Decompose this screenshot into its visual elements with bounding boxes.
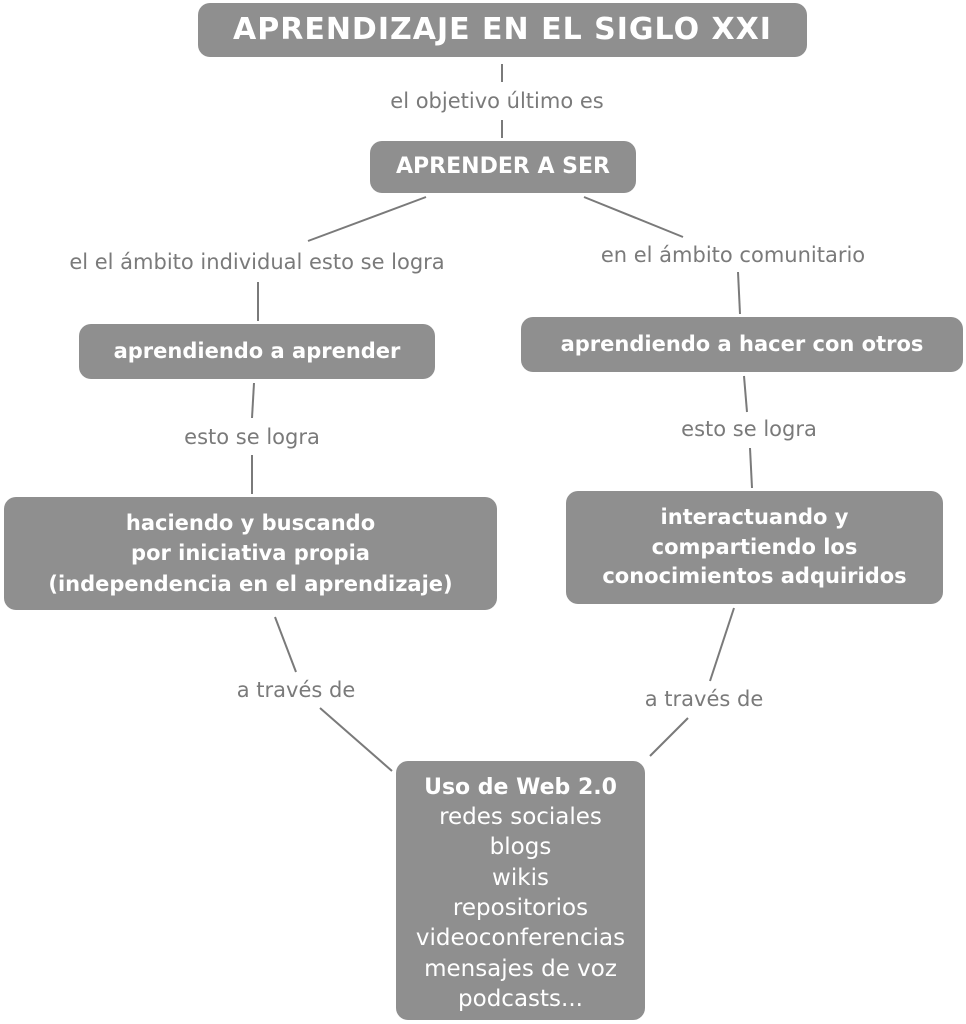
node-haciendo-y-buscando — [4, 497, 497, 610]
node-haciendo-line-3: (independencia en el aprendizaje) — [48, 571, 453, 596]
link-label-esto-se-logra-right: esto se logra — [681, 417, 817, 441]
node-hacer-con-otros-text: aprendiendo a hacer con otros — [560, 331, 924, 356]
connector-comunitario-label-to-node — [738, 272, 740, 314]
connector-ser-to-individual-label — [308, 197, 426, 241]
node-haciendo-line-1: haciendo y buscando — [125, 510, 376, 535]
node-web-item: videoconferencias — [415, 925, 626, 952]
node-aprender-a-ser-text: APRENDER A SER — [396, 153, 610, 179]
node-interactuando-line-2: compartiendo los — [651, 534, 858, 559]
link-label-a-traves-de-right: a través de — [644, 687, 764, 711]
connector-traves-right-to-web — [650, 718, 688, 756]
link-label-individual: el el ámbito individual esto se logra — [69, 250, 445, 274]
connector-aho-to-esto-right — [744, 376, 747, 412]
node-title — [198, 3, 807, 57]
node-web-item: podcasts... — [458, 986, 583, 1013]
node-title-text: APRENDIZAJE EN EL SIGLO XXI — [233, 12, 772, 47]
node-aprendiendo-a-aprender — [79, 324, 435, 379]
node-uso-de-web — [396, 761, 645, 1020]
node-web-item: repositorios — [452, 895, 589, 922]
node-aprender-a-ser — [370, 141, 636, 193]
node-interactuando — [566, 491, 943, 604]
node-web-item: wikis — [492, 864, 549, 891]
link-label-a-traves-de-left: a través de — [236, 678, 356, 702]
node-haciendo-line-2: por iniciativa propia — [131, 541, 370, 566]
node-interactuando-line-1: interactuando y — [660, 505, 849, 530]
node-web-item: blogs — [489, 834, 552, 861]
node-web-item: mensajes de voz — [424, 955, 617, 982]
link-label-objetivo: el objetivo último es — [390, 89, 604, 113]
connector-icc-to-traves-right — [710, 608, 734, 681]
node-web-title: Uso de Web 2.0 — [424, 775, 617, 800]
node-aprendiendo-a-hacer-con-otros — [521, 317, 963, 372]
link-label-comunitario: en el ámbito comunitario — [600, 243, 866, 267]
link-label-esto-se-logra-left: esto se logra — [184, 425, 320, 449]
connector-hyb-to-traves-left — [275, 617, 296, 672]
node-interactuando-line-3: conocimientos adquiridos — [602, 564, 907, 589]
connector-ser-to-comunitario-label — [584, 197, 683, 237]
connector-esto-right-to-node — [750, 448, 752, 488]
node-aprendiendo-a-aprender-text: aprendiendo a aprender — [113, 338, 401, 363]
connector-traves-left-to-web — [320, 708, 392, 771]
connector-aa-to-esto-left — [252, 383, 254, 418]
node-web-item: redes sociales — [439, 804, 602, 831]
